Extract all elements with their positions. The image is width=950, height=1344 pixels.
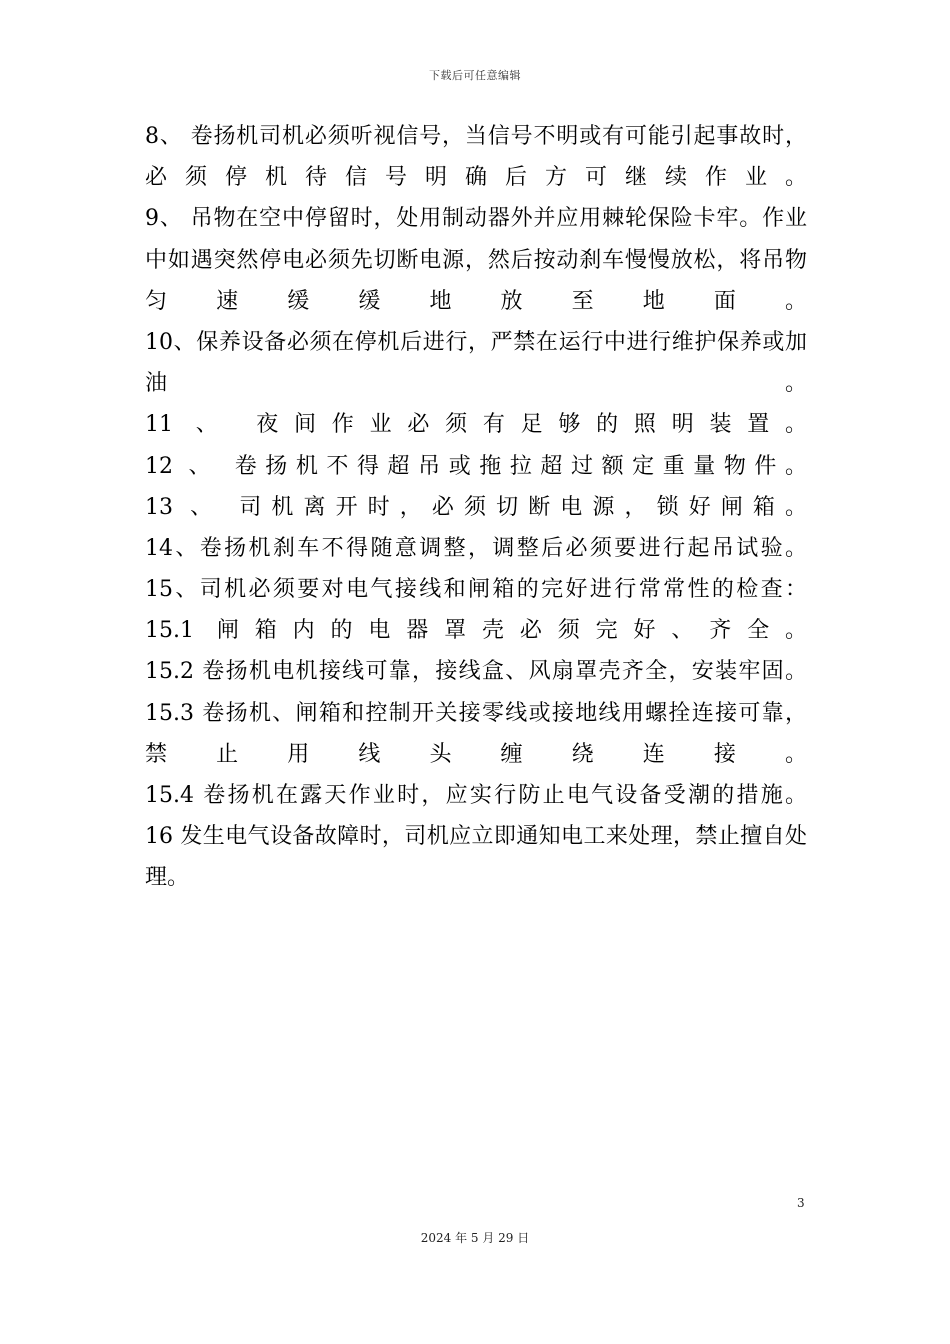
text-line: 9、 吊物在空中停留时，处用制动器外并应用棘轮保险卡牢。作业	[145, 206, 807, 232]
page-footer-date: 2024 年 5 月 29 日	[420, 1231, 530, 1245]
text-line: 匀速缓缓地放至地面。	[145, 288, 807, 314]
text-line: 15.4 卷扬机在露天作业时，应实行防止电气设备受潮的措施。	[145, 783, 807, 808]
text-line: 15.1 闸箱内的电器罩壳必须完好、齐全。	[145, 618, 807, 644]
text-line: 中如遇突然停电必须先切断电源，然后按动刹车慢慢放松，将吊物	[145, 247, 807, 273]
text-line: 12 、 卷扬机不得超吊或拖拉超过额定重量物件。	[145, 453, 807, 479]
text-line: 16 发生电气设备故障时，司机应立即通知电工来处理，禁止擅自处	[145, 824, 807, 850]
page-number: 3	[797, 1196, 805, 1210]
text-line: 8、 卷扬机司机必须听视信号，当信号不明或有可能引起事故时，	[145, 124, 807, 149]
text-line: 15、司机必须要对电气接线和闸箱的完好进行常常性的检查：	[145, 577, 807, 603]
text-line: 10、保养设备必须在停机后进行，严禁在运行中进行维护保养或加	[145, 329, 807, 355]
text-line: 理。	[145, 865, 190, 891]
text-line: 15.3 卷扬机、闸箱和控制开关接零线或接地线用螺拴连接可靠，	[145, 700, 807, 726]
text-line: 13 、 司机离开时，必须切断电源，锁好闸箱。	[145, 494, 807, 520]
text-line: 14、卷扬机刹车不得随意调整，调整后必须要进行起吊试验。	[145, 535, 807, 561]
document-body	[145, 116, 807, 899]
text-line: 11 、 夜间作业必须有足够的照明装置。	[145, 412, 807, 438]
page-header: 下载后可任意编辑	[429, 69, 521, 82]
text-line: 油 。	[145, 371, 807, 397]
text-line: 禁止用线头缠绕连接。	[145, 741, 807, 767]
text-line: 15.2 卷扬机电机接线可靠，接线盒、风扇罩壳齐全，安装牢固。	[145, 659, 807, 685]
text-line: 必须停机待信号明确后方可继续作业。	[145, 165, 807, 191]
